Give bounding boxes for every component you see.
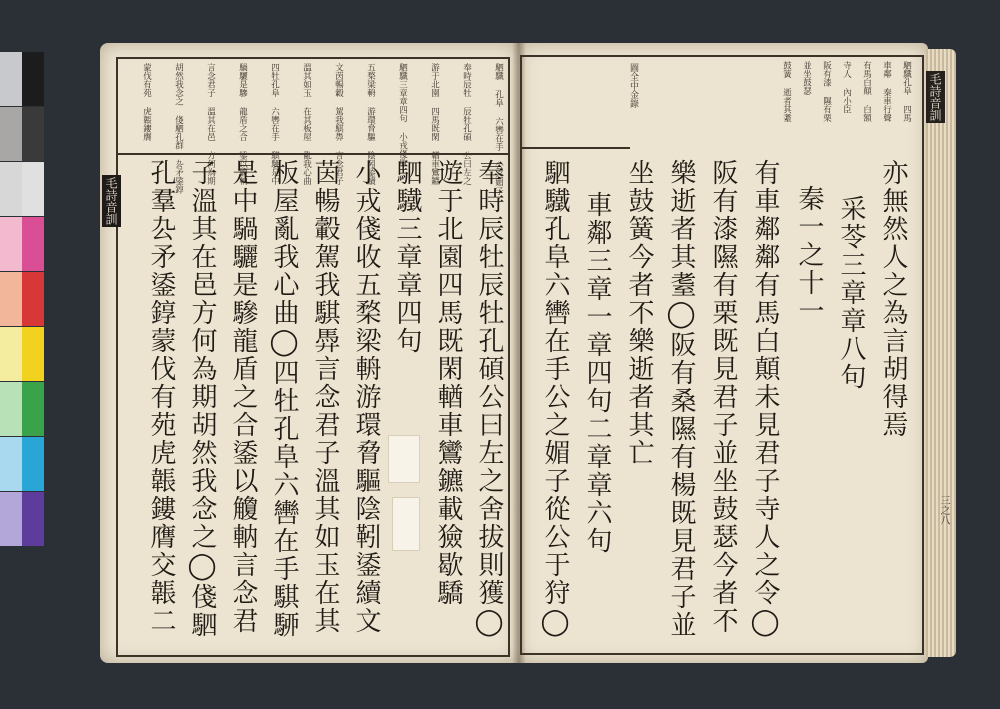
paper-slip xyxy=(388,435,420,483)
text-column: 子溫其在邑方何為期胡然我念之◯俴駟 xyxy=(187,159,217,639)
color-swatch xyxy=(22,217,44,271)
header-note: 鼓簧 逝者其耋 xyxy=(781,61,792,122)
open-book xyxy=(100,35,960,675)
header-note: 游于北園 四馬既閑 輶車鸞鑣 xyxy=(429,63,440,185)
text-column: 坐鼓簧今者不樂逝者其亡 xyxy=(624,159,654,467)
right-edge-title: 毛詩音訓 xyxy=(926,71,945,123)
header-note: 騧驪是驂 龍盾之合 鋈以觼軜 xyxy=(237,63,248,185)
text-column: 亦無然人之為言胡得焉 xyxy=(878,159,908,439)
text-column: 板屋亂我心曲◯四牡孔阜六轡在手騏駵 xyxy=(269,159,299,639)
header-note: 駟驖孔阜 四馬 xyxy=(901,61,912,122)
text-column: 孔羣厹矛鋈錞蒙伐有苑虎韔鏤膺交韔二 xyxy=(146,159,176,635)
header-note: 文茵暢轂 駕我騏馵 言念君子 xyxy=(333,63,344,185)
color-swatch xyxy=(22,162,44,216)
color-swatch xyxy=(22,107,44,161)
color-swatch xyxy=(22,492,44,546)
header-note: 言念君子 溫其在邑 方何為期 xyxy=(205,63,216,185)
right-edge-volume: 三之八 xyxy=(938,495,949,525)
color-swatch xyxy=(22,52,44,106)
header-note: 阪有漆 隰有栗 xyxy=(821,61,832,122)
text-column: 茵暢轂駕我騏馵言念君子溫其如玉在其 xyxy=(310,159,340,635)
paper-slip xyxy=(392,497,420,551)
header-note: 胡然我念之 俴駟孔群 厹矛鋈錞 xyxy=(173,63,184,194)
header-note: 四牡孔阜 六轡在手 騏駵是中 xyxy=(269,63,280,185)
text-column: 駟驖孔阜六轡在手公之媚子從公于狩◯ xyxy=(540,159,570,639)
header-note: 蒙伐有苑 虎韔鏤膺 xyxy=(141,63,152,141)
header-note: 奉時辰牡 辰牡孔碩 公曰左之 xyxy=(461,63,472,185)
color-swatch xyxy=(22,382,44,436)
color-swatch xyxy=(22,272,44,326)
color-swatch xyxy=(22,327,44,381)
left-margin-title: 毛詩音訓 xyxy=(102,175,121,227)
right-header-center: 圖全中金錄 xyxy=(628,63,638,108)
text-column: 樂逝者其耋◯阪有桑隰有楊既見君子並 xyxy=(666,159,696,639)
chapter-summary: 車鄰三章一章四句二章章六句 xyxy=(582,191,612,555)
header-note: 溫其如玉 在其板屋 亂我心曲 xyxy=(301,63,312,185)
text-column: 奉時辰牡辰牡孔碩公曰左之舍拔則獲◯ xyxy=(474,159,504,639)
color-swatch xyxy=(0,52,22,106)
text-column: 小戎俴收五楘梁輈游環脅驅陰靷鋈續文 xyxy=(351,159,381,635)
text-column: 遊于北園四馬既閑輶車鸞鑣載獫歇驕 xyxy=(433,159,463,607)
header-note: 有馬白顛 白額 xyxy=(861,61,872,122)
color-swatch xyxy=(0,162,22,216)
color-swatch xyxy=(0,437,22,491)
color-calibration-bar xyxy=(0,52,44,548)
text-column: 駟驖三章章四句 xyxy=(392,159,422,355)
book-fore-edge xyxy=(926,49,956,657)
header-note: 駟驖三章章四句 小戎俴收 xyxy=(397,63,408,167)
chapter-summary: 采苓三章章八句 xyxy=(836,195,866,391)
right-header-rule xyxy=(520,147,630,149)
color-swatch xyxy=(0,382,22,436)
color-swatch xyxy=(0,217,22,271)
color-swatch xyxy=(22,437,44,491)
header-note: 駟驖 孔阜 六轡在手 公之媚子 xyxy=(493,63,504,195)
header-note: 並坐鼓瑟 xyxy=(801,61,812,95)
header-note: 寺人 內小臣 xyxy=(841,61,852,114)
header-note: 車鄰 秦車行聲 xyxy=(881,61,892,122)
section-heading: 秦一之十一 xyxy=(794,185,824,325)
color-swatch xyxy=(0,327,22,381)
text-column: 阪有漆隰有栗既見君子並坐鼓瑟今者不 xyxy=(708,159,738,635)
color-swatch xyxy=(0,107,22,161)
color-swatch xyxy=(0,272,22,326)
text-column: 是中騧驪是驂龍盾之合鋈以觼軜言念君 xyxy=(228,159,258,635)
header-note: 五楘梁輈 游環脅驅 陰靷鋈續 xyxy=(365,63,376,185)
color-swatch xyxy=(0,492,22,546)
text-column: 有車鄰鄰有馬白顛未見君子寺人之令◯ xyxy=(750,159,780,639)
